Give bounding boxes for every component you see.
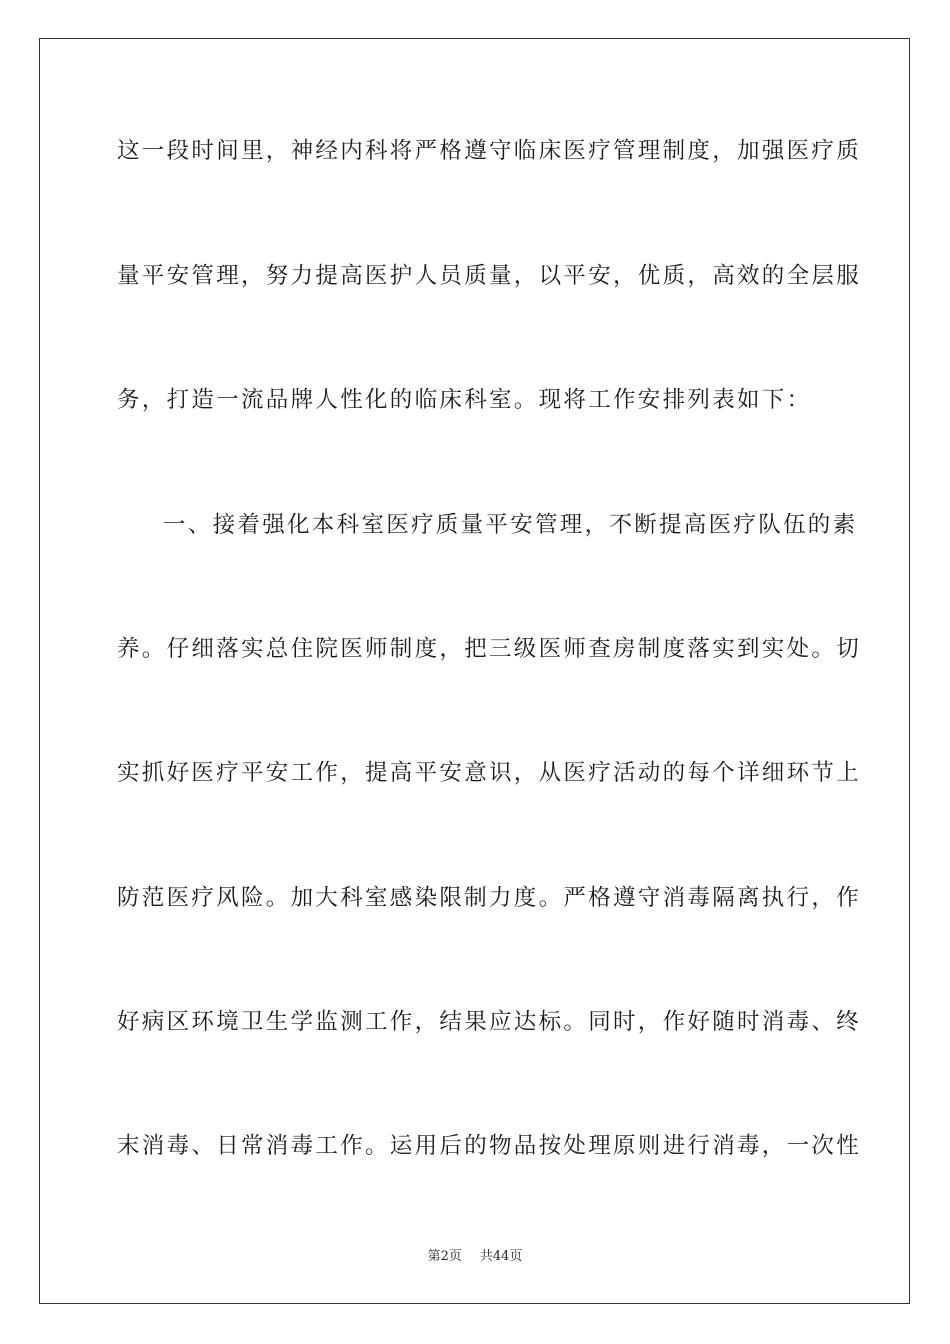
- page-footer: [0, 1248, 950, 1266]
- page-border: [39, 38, 910, 1304]
- body-text-line-1: 这一段时间里，神经内科将严格遵守临床医疗管理制度，加强医疗质: [117, 138, 862, 164]
- total-pages: 共44页: [479, 1249, 523, 1264]
- body-text-line-8: 好病区环境卫生学监测工作，结果应达标。同时，作好随时消毒、终: [117, 1009, 862, 1035]
- body-text-line-3: 务，打造一流品牌人性化的临床科室。现将工作安排列表如下：: [117, 387, 812, 413]
- body-text-line-5: 养。仔细落实总住院医师制度，把三级医师查房制度落实到实处。切: [117, 636, 862, 662]
- body-text-line-6: 实抓好医疗平安工作，提高平安意识，从医疗活动的每个详细环节上: [117, 760, 862, 786]
- body-text-line-7: 防范医疗风险。加大科室感染限制力度。严格遵守消毒隔离执行，作: [117, 885, 862, 911]
- body-text-line-2: 量平安管理，努力提高医护人员质量，以平安，优质，高效的全层服: [117, 263, 862, 289]
- section-one-first-line: 一、接着强化本科室医疗质量平安管理，不断提高医疗队伍的素: [163, 512, 858, 538]
- page-number: 第2页: [427, 1249, 462, 1264]
- body-text-line-9: 末消毒、日常消毒工作。运用后的物品按处理原则进行消毒，一次性: [117, 1133, 862, 1159]
